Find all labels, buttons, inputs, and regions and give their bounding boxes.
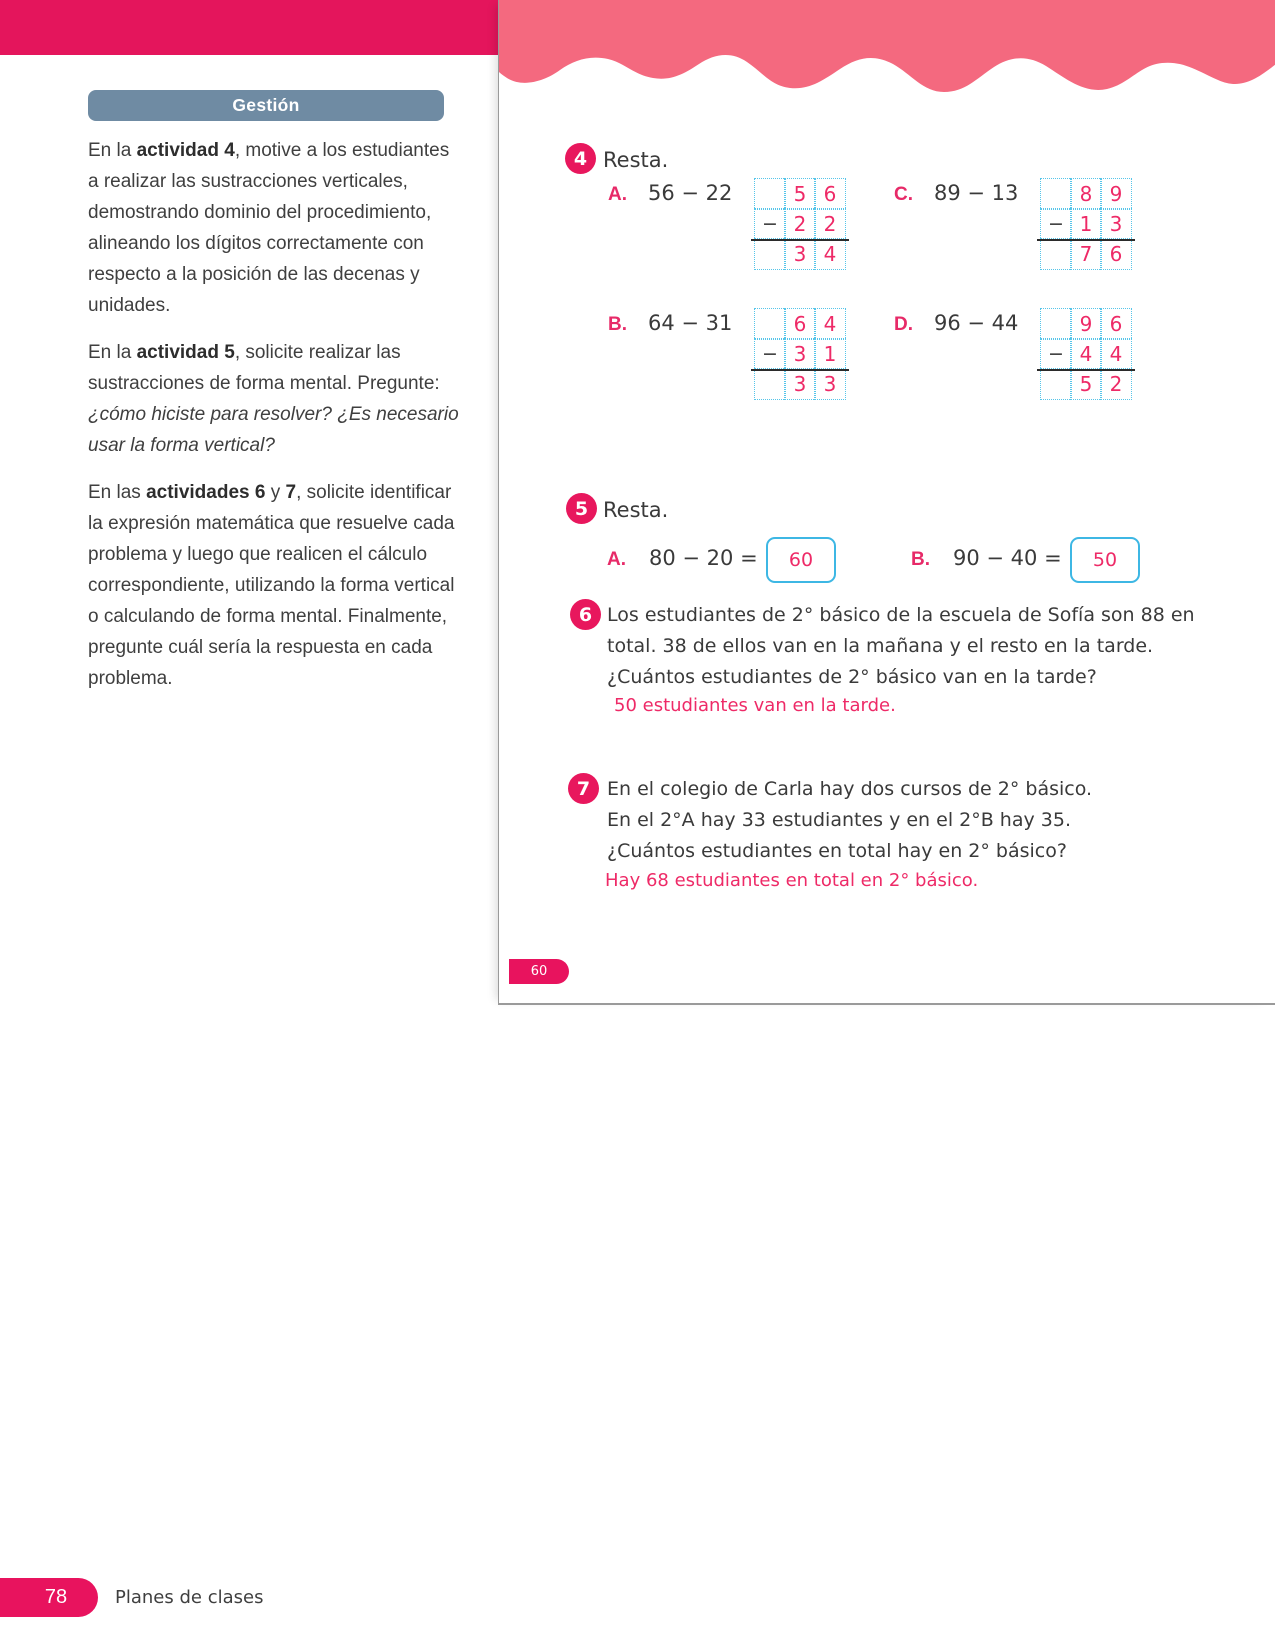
activity-5-number-badge: 5 <box>566 493 597 524</box>
problem-text-line: En el 2°A hay 33 estudiantes y en el 2°B hay 35. <box>607 809 1071 831</box>
digit-cell: 4 <box>1100 338 1132 370</box>
empty-cell <box>1040 178 1072 210</box>
empty-cell <box>754 178 786 210</box>
digit-cell: 7 <box>1070 238 1102 270</box>
digit-cell: 6 <box>784 308 816 340</box>
wave-header-decoration <box>499 0 1275 100</box>
teacher-guide-header-band <box>0 0 498 55</box>
subtraction-problem-A <box>608 176 847 269</box>
bold-text-run: actividad 5 <box>136 342 235 363</box>
subtraction-grid <box>755 179 847 269</box>
activity-6-answer: 50 estudiantes van en la tarde. <box>614 695 896 716</box>
digit-cell: 4 <box>1070 338 1102 370</box>
problem-expression: 90 − 40 = <box>953 546 1062 570</box>
text-run: En la <box>88 140 137 161</box>
minus-sign-cell: − <box>1040 338 1072 370</box>
problem-expression: 96 − 44 <box>934 311 1019 335</box>
digit-cell: 9 <box>1100 178 1132 210</box>
gestion-paragraphs <box>88 135 460 694</box>
digit-cell: 6 <box>814 178 846 210</box>
problem-letter: B. <box>911 549 930 570</box>
text-run: y <box>265 482 286 503</box>
text-run: , solicite identificar la expresión matemática que resuelve cada problema y luego que realicen el cálculo correspondiente, utilizando la forma vertical o calculando de forma mental. Finalmente, pregunte cuál sería la respuesta en cada problema. <box>88 482 455 689</box>
activity-4-number-badge: 4 <box>565 143 596 174</box>
digit-cell: 1 <box>1070 208 1102 240</box>
subtraction-problem-D <box>894 306 1133 399</box>
subtraction-problem-B <box>608 306 847 399</box>
empty-cell <box>1040 308 1072 340</box>
problem-letter: C. <box>894 184 913 205</box>
problem-text-line: ¿Cuántos estudiantes de 2° básico van en la tarde? <box>607 666 1097 688</box>
digit-cell: 9 <box>1070 308 1102 340</box>
bold-text-run: actividad 4 <box>136 140 235 161</box>
digit-cell: 2 <box>814 208 846 240</box>
empty-cell <box>754 368 786 400</box>
digit-cell: 4 <box>814 238 846 270</box>
empty-cell <box>1040 238 1072 270</box>
empty-cell <box>754 238 786 270</box>
text-run: En la <box>88 342 137 363</box>
minus-sign-cell: − <box>754 338 786 370</box>
digit-cell: 3 <box>814 368 846 400</box>
digit-cell: 3 <box>784 338 816 370</box>
problem-text-line: total. 38 de ellos van en la mañana y el resto en la tarde. <box>607 635 1154 657</box>
problem-text-line: Los estudiantes de 2° básico de la escuela de Sofía son 88 en <box>607 604 1195 626</box>
digit-cell: 4 <box>814 308 846 340</box>
text-run: En las <box>88 482 147 503</box>
digit-cell: 2 <box>1100 368 1132 400</box>
digit-cell: 3 <box>1100 208 1132 240</box>
subtraction-grid <box>1041 309 1133 399</box>
student-page-number-badge: 60 <box>509 959 569 984</box>
italic-text-run: ¿cómo hiciste para resolver? ¿Es necesario usar la forma vertical? <box>88 404 459 456</box>
footer-section-label: Planes de clases <box>115 1587 264 1608</box>
activity-4-title: Resta. <box>603 148 669 172</box>
activity-7-number-badge: 7 <box>568 773 599 804</box>
student-book-page <box>498 0 1275 1005</box>
mental-subtraction-problem-A <box>607 537 836 583</box>
subtraction-grid <box>1041 179 1133 269</box>
problem-text-line: ¿Cuántos estudiantes en total hay en 2° básico? <box>607 840 1067 862</box>
minus-sign-cell: − <box>1040 208 1072 240</box>
subtraction-line <box>751 239 849 241</box>
empty-cell <box>754 308 786 340</box>
problem-letter: A. <box>608 184 627 205</box>
gestion-paragraph <box>88 135 460 321</box>
text-run: , motive a los estudiantes a realizar las sustracciones verticales, demostrando dominio del procedimiento, alineando los dígitos correctamente con respecto a la posición de las decenas y unidades. <box>88 140 450 316</box>
digit-cell: 1 <box>814 338 846 370</box>
activity-7-answer: Hay 68 estudiantes en total en 2° básico. <box>605 870 979 891</box>
digit-cell: 5 <box>1070 368 1102 400</box>
problem-expression: 64 − 31 <box>648 311 733 335</box>
digit-cell: 6 <box>1100 238 1132 270</box>
problem-expression: 56 − 22 <box>648 181 733 205</box>
digit-cell: 8 <box>1070 178 1102 210</box>
subtraction-problem-C <box>894 176 1133 269</box>
digit-cell: 3 <box>784 368 816 400</box>
problem-expression: 89 − 13 <box>934 181 1019 205</box>
activity-7-problem-text <box>607 774 1092 867</box>
subtraction-line <box>1037 369 1135 371</box>
gestion-paragraph <box>88 477 460 694</box>
activity-6-number-badge: 6 <box>570 599 601 630</box>
digit-cell: 3 <box>784 238 816 270</box>
answer-box: 60 <box>766 537 836 583</box>
subtraction-grid <box>755 309 847 399</box>
mental-subtraction-problem-B <box>911 537 1140 583</box>
minus-sign-cell: − <box>754 208 786 240</box>
bold-text-run: 7 <box>285 482 297 503</box>
digit-cell: 2 <box>784 208 816 240</box>
answer-box: 50 <box>1070 537 1140 583</box>
gestion-sidebar <box>88 90 460 710</box>
subtraction-line <box>1037 239 1135 241</box>
problem-text-line: En el colegio de Carla hay dos cursos de 2° básico. <box>607 778 1093 800</box>
gestion-header: Gestión <box>88 90 444 121</box>
empty-cell <box>1040 368 1072 400</box>
subtraction-line <box>751 369 849 371</box>
gestion-paragraph <box>88 337 460 461</box>
bold-text-run: actividades 6 <box>146 482 266 503</box>
digit-cell: 5 <box>784 178 816 210</box>
text-run: , solicite realizar las sustracciones de forma mental. Pregunte: <box>88 342 440 394</box>
problem-expression: 80 − 20 = <box>649 546 758 570</box>
guide-page-number-badge: 78 <box>0 1578 98 1617</box>
problem-letter: D. <box>894 314 913 335</box>
problem-letter: A. <box>607 549 626 570</box>
problem-letter: B. <box>608 314 627 335</box>
activity-6-problem-text <box>607 600 1195 693</box>
digit-cell: 6 <box>1100 308 1132 340</box>
activity-5-title: Resta. <box>603 498 669 522</box>
